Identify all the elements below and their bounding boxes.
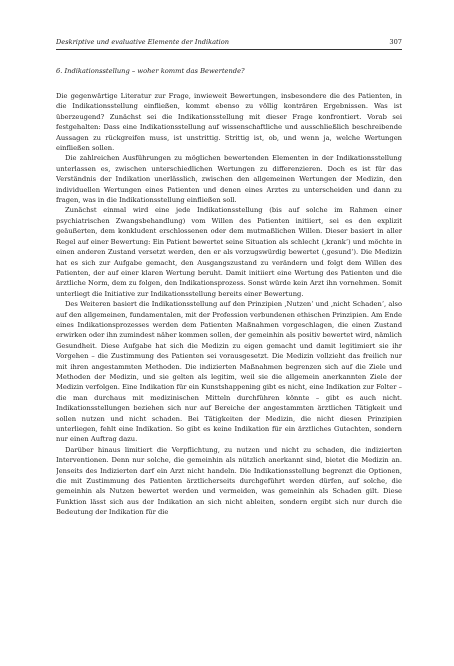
document-page [56, 38, 402, 638]
paragraph: Zunächst einmal wird eine jede Indikationsstellung (bis auf solche im Rahmen einer psychiatrischen Zwangsbehandlung) vom Willen des Patienten initiiert, sei es den explizit geäußerten, dem konkludent erschlossenen oder dem mutmaßlichen Willen. Dieser basiert in aller Regel auf einer Bewertung: Ein Patient bewertet seine Situation als schlecht (‚krank‘) und möchte in einen anderen Zustand versetzt werden, den er als vorzugswürdig bewertet (‚gesund‘). Die Medizin hat es sich zur Aufgabe gemacht, den Ausgangszustand zu verändern und folgt dem Willen des Patienten, der auf einer klaren Wertung beruht. Damit initiiert eine Wertung des Patienten und die ärztliche Norm, dem zu folgen, den Indikationsprozess. Sonst würde kein Arzt ihn vornehmen. Somit unterliegt die Initiative zur Indikationsstellung bereits einer Bewertung. [56, 206, 402, 298]
section-heading: 6. Indikationsstellung – woher kommt das Bewertende? [56, 67, 245, 75]
paragraph: Des Weiteren basiert die Indikationsstellung auf den Prinzipien ‚Nutzen‘ und ‚nicht Schaden‘, also auf den allgemeinen, fundamentalen, mit der Profession verbundenen ethischen Prinzipien. Am Ende eines Indikationsprozesses werden dem Patienten Maßnahmen vorgeschlagen, die einen Zustand erwirken oder ihn zumindest näher kommen sollen, der gemeinhin als positiv bewertet wird, nämlich Gesundheit. Diese Aufgabe hat sich die Medizin zu eigen gemacht und damit legitimiert sie ihr Vorgehen – die Zustimmung des Patienten sei vorausgesetzt. Die Medizin vollzieht das freilich nur mit ihren angestammten Methoden. Die indizierten Maßnahmen begrenzen sich auf die Ziele und Methoden der Medizin, und sie gelten als legitim, weil sie die allgemein anerkannten Ziele der Medizin verfolgen. Eine Indikation für ein Kunstshappening gibt es nicht, eine Indikation zur Folter – die man durchaus mit medizinischen Mitteln durchführen könnte – gibt es auch nicht. Indikationsstellungen beziehen sich nur auf Bereiche der angestammten ärztlichen Tätigkeit und sollen nutzen und nicht schaden. Bei Tätigkeiten der Medizin, die nicht diesen Prinzipien unterliegen, fehlt eine Indikation. So gibt es keine Indikation für ein ärztliches Gutachten, sondern nur einen Auftrag dazu. [56, 300, 402, 444]
running-head [56, 38, 402, 50]
body-text [56, 91, 402, 518]
page-number: 307 [389, 38, 402, 46]
paragraph: Die zahlreichen Ausführungen zu möglichen bewertenden Elementen in der Indikationsstellung unterlassen es, zwischen unterschiedlichen Wertungen zu differenzieren. Doch es ist für das Verständnis der Indikation unerlässlich, zwischen den allgemeinen Wertungen der Medizin, den individuellen Wertungen eines Patienten und denen eines Arztes zu unterscheiden und dann zu fragen, was in die Indikationsstellung einfließen soll. [56, 154, 402, 205]
paragraph: Die gegenwärtige Literatur zur Frage, inwieweit Bewertungen, insbesondere die des Patienten, in die Indikationsstellung einfließen, kommt ebenso zu völlig konträren Ergebnissen. Was ist überzeugend? Zunächst sei die Indikationsstellung mit dieser Frage konfrontiert. Vorab sei festgehalten: Dass eine Indikationsstellung auf wissenschaftliche und ausschließlich beschreibende Aussagen zu rückgreifen muss, ist unstrittig. Strittig ist, ob, und wenn ja, welche Wertungen einfließen sollen. [56, 92, 402, 153]
running-head-title: Deskriptive und evaluative Elemente der Indikation [56, 38, 229, 46]
paragraph: Darüber hinaus limitiert die Verpflichtung, zu nutzen und nicht zu schaden, die indizierten Interventionen. Denn nur solche, die gemeinhin als nützlich anerkannt sind, bietet die Medizin an. Jenseits des Indizierten darf ein Arzt nicht handeln. Die Indikationsstellung begrenzt die Optionen, die mit Zustimmung des Patienten ärztlicherseits durchgeführt werden dürfen, auf solche, die gemeinhin als Nutzen bewertet werden und vermeiden, was gemeinhin als Schaden gilt. Diese Funktion lässt sich aus der Indikation an sich nicht ableiten, sondern ergibt sich nur durch die Bedeutung der Indikation für die [56, 445, 402, 517]
